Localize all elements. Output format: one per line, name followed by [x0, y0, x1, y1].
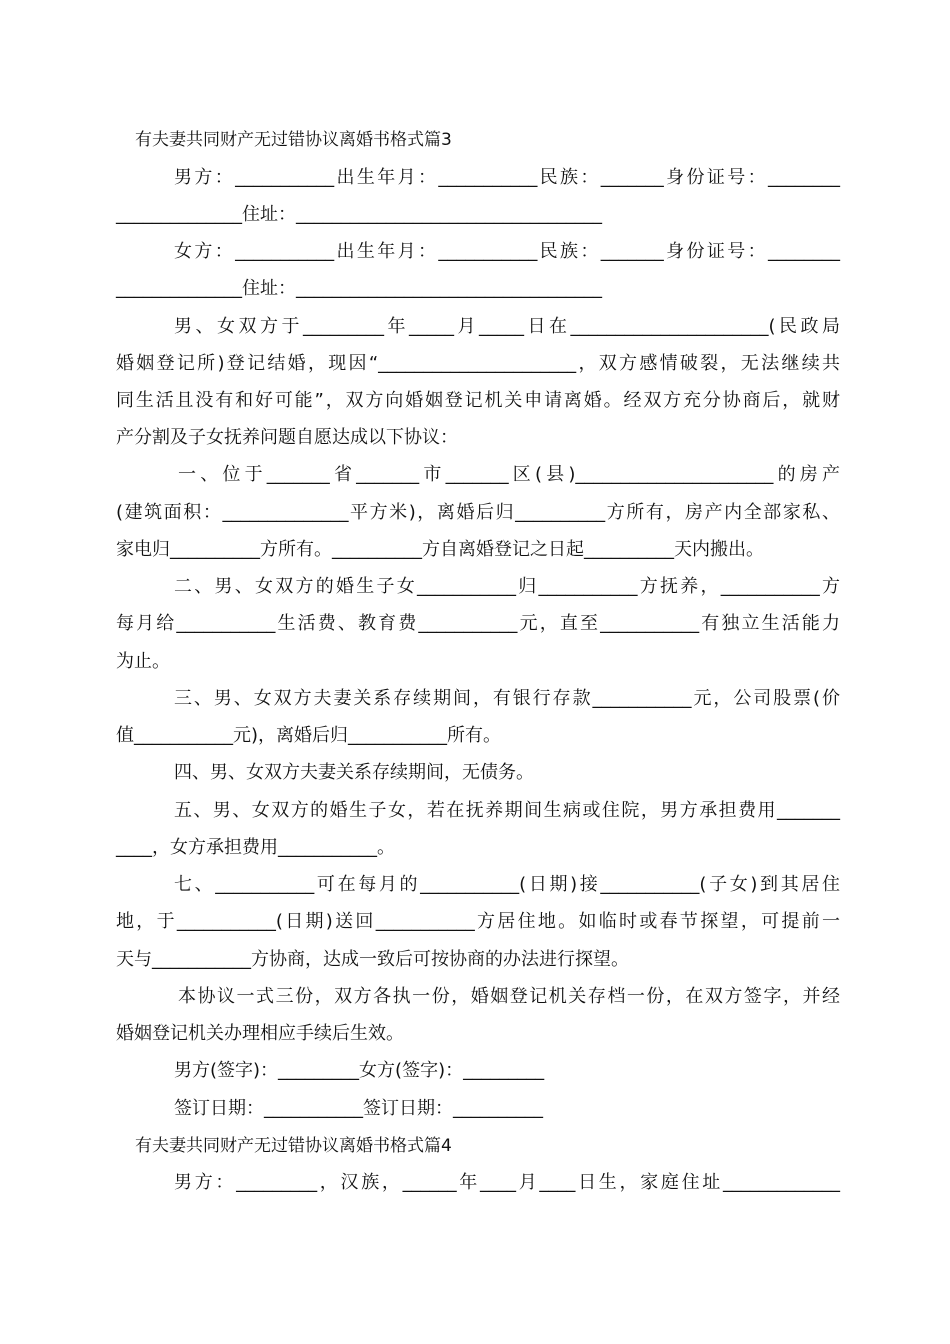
text-line: 家电归__________方所有。__________方自离婚登记之日起__________天内搬出。	[116, 539, 764, 560]
signature-line: 男方(签字)：_________女方(签字)：_________	[174, 1060, 545, 1081]
text-line: 男、女双方于_________年_____月_____日在______________________(民政局	[174, 316, 840, 337]
text-line: 男方：_________，汉族，______年____月____日生，家庭住址_____________	[174, 1172, 840, 1193]
date-line: 签订日期：___________签订日期：__________	[174, 1098, 543, 1119]
text-line: 值___________元)，离婚后归___________所有。	[116, 725, 502, 746]
text-line: 三、男、女双方夫妻关系存续期间，有银行存款___________元，公司股票(价	[174, 688, 840, 709]
text-line: ______________住址：__________________________________	[116, 204, 602, 225]
text-line: 七、___________可在每月的___________(日期)接___________(子女)到其居住	[174, 874, 840, 895]
text-line: 二、男、女双方的婚生子女___________归___________方抚养，___________方	[174, 576, 840, 597]
text-line: 每月给___________生活费、教育费___________元，直至___________有独立生活能力	[116, 613, 840, 634]
text-line: 地，于___________(日期)送回___________方居住地。如临时或春节探望，可提前一	[116, 911, 840, 932]
text-line: 同生活且没有和好可能”，双方向婚姻登记机关申请离婚。经双方充分协商后，就财	[116, 390, 840, 411]
text-line: 本协议一式三份，双方各执一份，婚姻登记机关存档一份，在双方签字，并经	[178, 986, 840, 1007]
text-line: ______________住址：__________________________________	[116, 278, 602, 299]
text-line: 一、位于_______省_______市_______区(县)______________________的房产	[178, 464, 840, 485]
text-line: 天与___________方协商，达成一致后可按协商的办法进行探望。	[116, 949, 629, 970]
text-line: ____，女方承担费用___________。	[116, 837, 395, 858]
section-heading: 有夫妻共同财产无过错协议离婚书格式篇3	[135, 130, 452, 150]
text-line: 为止。	[116, 651, 170, 672]
text-line: 女方：___________出生年月：___________民族：_______身份证号：________	[174, 241, 840, 262]
text-line: 产分割及子女抚养问题自愿达成以下协议：	[116, 427, 458, 448]
text-line: 婚姻登记所)登记结婚，现因“______________________，双方感情破裂，无法继续共	[116, 353, 840, 374]
text-line: 四、男、女双方夫妻关系存续期间，无债务。	[174, 762, 534, 783]
text-line: 婚姻登记机关办理相应手续后生效。	[116, 1023, 404, 1044]
section-heading: 有夫妻共同财产无过错协议离婚书格式篇4	[135, 1136, 452, 1156]
text-line: (建筑面积：______________平方米)，离婚后归__________方所有，房产内全部家私、	[116, 502, 840, 523]
text-line: 五、男、女双方的婚生子女，若在抚养期间生病或住院，男方承担费用_______	[174, 800, 840, 821]
text-line: 男方：___________出生年月：___________民族：_______身份证号：________	[174, 167, 840, 188]
